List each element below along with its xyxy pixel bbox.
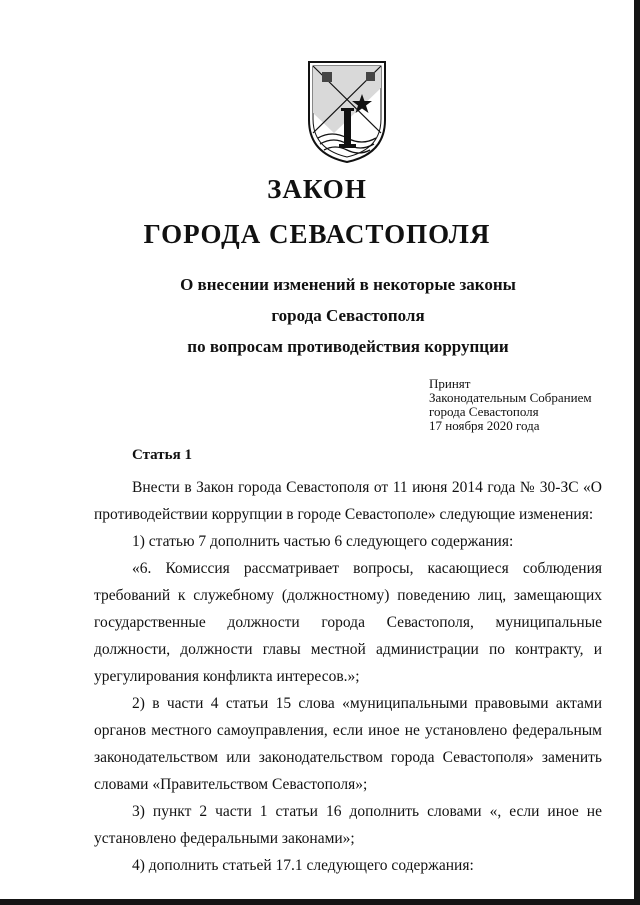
article-heading: Статья 1: [132, 447, 192, 463]
scan-edge-right: [634, 0, 640, 905]
article-paragraph: 1) статью 7 дополнить частью 6 следующего содержания:: [132, 533, 514, 550]
adoption-note-line: города Севастополя: [429, 404, 539, 419]
article-paragraph: Внести в Закон города Севастополя от 11 июня 2014 года № 30-ЗС «О противодействии коррупции в городе Севастополе» следующие изменения:: [94, 479, 602, 523]
sevastopol-coat-of-arms-icon: [304, 58, 390, 164]
adoption-date: 17 ноября 2020 года: [429, 418, 540, 433]
article-paragraph: 3) пункт 2 части 1 статьи 16 дополнить словами «, если иное не установлено федеральными законами»;: [94, 803, 602, 847]
adoption-note: [429, 377, 592, 433]
law-city-title: ГОРОДА СЕВАСТОПОЛЯ: [143, 219, 491, 249]
article-paragraph: «6. Комиссия рассматривает вопросы, касающиеся соблюдения требований к служебному (должностному) поведению лиц, замещающих государственные должности города Севастополя, муниципальные должности, должности главы местной администрации по контракту, и урегулирования конфликта интересов.»;: [94, 560, 602, 685]
adoption-note-line: Законодательным Собранием: [429, 390, 592, 405]
law-subtitle-line: города Севастополя: [271, 306, 425, 325]
scan-edge-bottom: [0, 899, 640, 905]
article-body: [94, 474, 602, 879]
article-paragraph: 2) в части 4 статьи 15 слова «муниципальными правовыми актами органов местного самоуправления, если иное не установлено федеральным законодательством или законодательством города Севастополя» заменить словами «Правительством Севастополя»;: [94, 695, 602, 793]
article-paragraph: 4) дополнить статьей 17.1 следующего содержания:: [132, 857, 474, 874]
law-subtitle-line: О внесении изменений в некоторые законы: [180, 275, 516, 294]
law-title: ЗАКОН: [267, 174, 367, 204]
adoption-note-line: Принят: [429, 376, 471, 391]
law-subtitle-line: по вопросам противодействия коррупции: [187, 337, 509, 356]
